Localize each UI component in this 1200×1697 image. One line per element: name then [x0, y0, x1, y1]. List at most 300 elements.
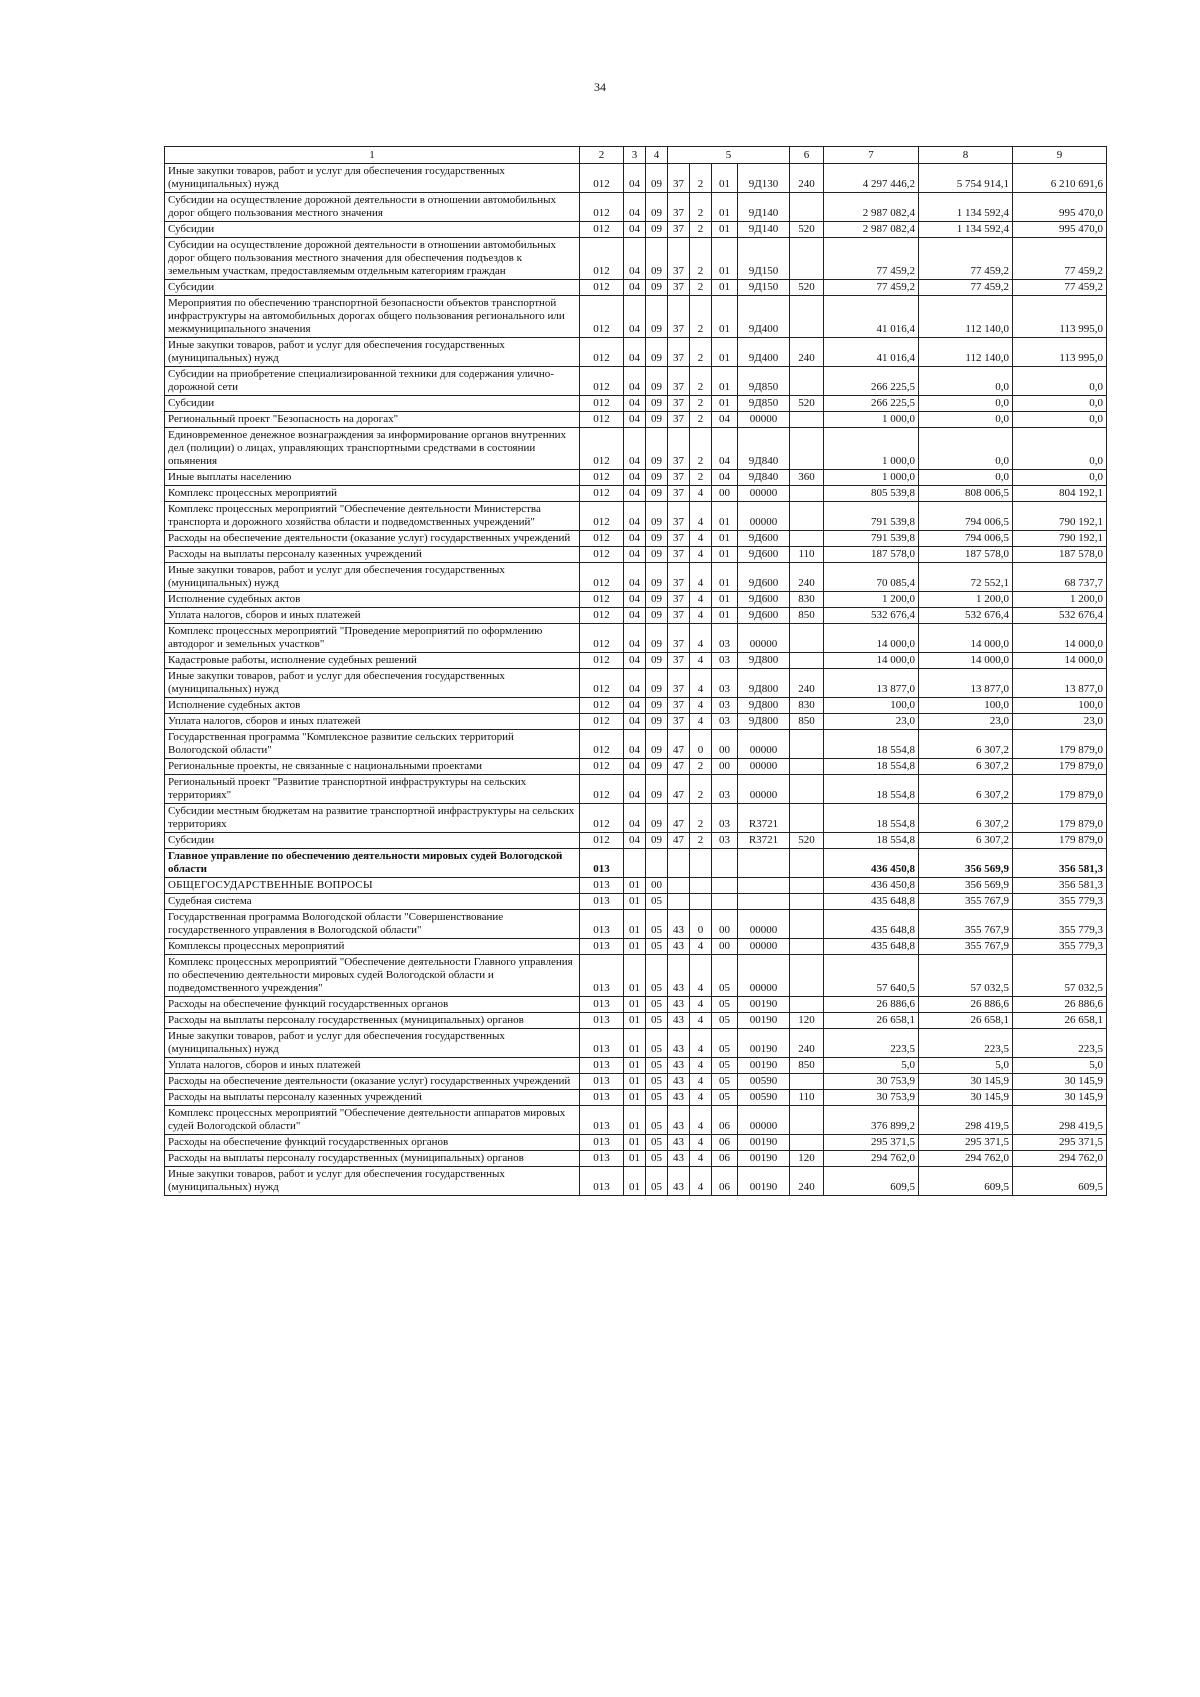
direction-code: 9Д400	[738, 296, 790, 338]
subsection-code: 05	[646, 1058, 668, 1074]
table-row	[165, 939, 1107, 955]
direction-code: 00000	[738, 412, 790, 428]
table-row	[165, 547, 1107, 563]
program-type-code: 0	[690, 910, 712, 939]
row-name: Расходы на выплаты персоналу государственных (муниципальных) органов	[165, 1151, 580, 1167]
program-type-code	[690, 894, 712, 910]
amount-year-2: 794 006,5	[919, 531, 1013, 547]
table-row	[165, 833, 1107, 849]
program-type-code: 2	[690, 428, 712, 470]
section-code: 04	[624, 531, 646, 547]
expense-type-code	[790, 804, 824, 833]
ved-code: 012	[580, 547, 624, 563]
amount-year-2: 72 552,1	[919, 563, 1013, 592]
table-row	[165, 624, 1107, 653]
row-name: Иные выплаты населению	[165, 470, 580, 486]
program-type-code: 4	[690, 502, 712, 531]
section-code: 04	[624, 428, 646, 470]
program-code: 37	[668, 367, 690, 396]
ved-code: 013	[580, 1013, 624, 1029]
ved-code: 012	[580, 608, 624, 624]
amount-year-1: 435 648,8	[824, 939, 919, 955]
subsection-code: 09	[646, 775, 668, 804]
ved-code: 012	[580, 592, 624, 608]
structure-code: 06	[712, 1135, 738, 1151]
amount-year-2: 112 140,0	[919, 338, 1013, 367]
row-name: Государственная программа Вологодской области "Совершенствование государственного управления в Вологодской области"	[165, 910, 580, 939]
ved-code: 012	[580, 470, 624, 486]
amount-year-2: 26 886,6	[919, 997, 1013, 1013]
section-code: 01	[624, 939, 646, 955]
table-row	[165, 1090, 1107, 1106]
program-type-code: 2	[690, 367, 712, 396]
ved-code: 012	[580, 714, 624, 730]
direction-code: 9Д850	[738, 396, 790, 412]
table-row	[165, 412, 1107, 428]
structure-code: 00	[712, 730, 738, 759]
ved-code: 012	[580, 486, 624, 502]
amount-year-3: 113 995,0	[1013, 296, 1107, 338]
expense-type-code: 520	[790, 833, 824, 849]
row-name: Государственная программа "Комплексное развитие сельских территорий Вологодской области"	[165, 730, 580, 759]
subsection-code: 09	[646, 412, 668, 428]
amount-year-3: 0,0	[1013, 396, 1107, 412]
subsection-code: 09	[646, 653, 668, 669]
section-code: 04	[624, 193, 646, 222]
amount-year-2: 77 459,2	[919, 238, 1013, 280]
amount-year-2: 14 000,0	[919, 653, 1013, 669]
expense-type-code	[790, 997, 824, 1013]
amount-year-3: 532 676,4	[1013, 608, 1107, 624]
amount-year-2: 794 006,5	[919, 502, 1013, 531]
amount-year-1: 436 450,8	[824, 878, 919, 894]
row-name: Субсидии на осуществление дорожной деятельности в отношении автомобильных дорог общего пользования местного значения	[165, 193, 580, 222]
amount-year-3: 355 779,3	[1013, 910, 1107, 939]
amount-year-2: 23,0	[919, 714, 1013, 730]
row-name: Уплата налогов, сборов и иных платежей	[165, 1058, 580, 1074]
program-code: 37	[668, 608, 690, 624]
expense-type-code: 520	[790, 280, 824, 296]
amount-year-3: 995 470,0	[1013, 193, 1107, 222]
program-code: 37	[668, 470, 690, 486]
table-row	[165, 428, 1107, 470]
direction-code: R3721	[738, 804, 790, 833]
program-code: 43	[668, 955, 690, 997]
program-code: 37	[668, 624, 690, 653]
structure-code: 03	[712, 775, 738, 804]
table-row	[165, 653, 1107, 669]
subsection-code: 09	[646, 547, 668, 563]
amount-year-3: 223,5	[1013, 1029, 1107, 1058]
row-name: Исполнение судебных актов	[165, 592, 580, 608]
subsection-code: 09	[646, 486, 668, 502]
table-row	[165, 804, 1107, 833]
section-code: 04	[624, 730, 646, 759]
amount-year-1: 2 987 082,4	[824, 193, 919, 222]
expense-type-code	[790, 193, 824, 222]
program-code	[668, 894, 690, 910]
program-type-code: 2	[690, 833, 712, 849]
amount-year-1: 266 225,5	[824, 367, 919, 396]
amount-year-2: 14 000,0	[919, 624, 1013, 653]
amount-year-2: 6 307,2	[919, 730, 1013, 759]
subsection-code: 09	[646, 669, 668, 698]
amount-year-2: 0,0	[919, 428, 1013, 470]
structure-code: 03	[712, 698, 738, 714]
direction-code	[738, 878, 790, 894]
amount-year-2: 0,0	[919, 412, 1013, 428]
row-name: Региональный проект "Безопасность на дорогах"	[165, 412, 580, 428]
section-code: 04	[624, 563, 646, 592]
subsection-code: 09	[646, 193, 668, 222]
table-row	[165, 1151, 1107, 1167]
structure-code: 03	[712, 669, 738, 698]
table-row	[165, 910, 1107, 939]
program-type-code: 2	[690, 164, 712, 193]
program-type-code: 4	[690, 714, 712, 730]
expense-type-code	[790, 367, 824, 396]
amount-year-2: 30 145,9	[919, 1090, 1013, 1106]
row-name: Субсидии местным бюджетам на развитие транспортной инфраструктуры на сельских территориях	[165, 804, 580, 833]
subsection-code: 09	[646, 624, 668, 653]
structure-code: 03	[712, 653, 738, 669]
structure-code: 01	[712, 238, 738, 280]
subsection-code: 09	[646, 608, 668, 624]
direction-code: 9Д800	[738, 669, 790, 698]
program-type-code: 4	[690, 1135, 712, 1151]
ved-code: 012	[580, 730, 624, 759]
direction-code: 9Д800	[738, 714, 790, 730]
amount-year-2: 223,5	[919, 1029, 1013, 1058]
section-code: 01	[624, 878, 646, 894]
amount-year-2: 355 767,9	[919, 939, 1013, 955]
row-name: Мероприятия по обеспечению транспортной безопасности объектов транспортной инфраструктуры на автомобильных дорогах общего пользования регионального или межмуниципального значения	[165, 296, 580, 338]
amount-year-2: 1 134 592,4	[919, 222, 1013, 238]
amount-year-2: 294 762,0	[919, 1151, 1013, 1167]
amount-year-1: 435 648,8	[824, 910, 919, 939]
expense-type-code	[790, 759, 824, 775]
amount-year-3: 57 032,5	[1013, 955, 1107, 997]
row-name: Иные закупки товаров, работ и услуг для обеспечения государственных (муниципальных) нужд	[165, 338, 580, 367]
expense-type-code: 110	[790, 1090, 824, 1106]
structure-code: 00	[712, 939, 738, 955]
section-code: 04	[624, 470, 646, 486]
table-row	[165, 1106, 1107, 1135]
section-code: 01	[624, 1135, 646, 1151]
amount-year-3: 100,0	[1013, 698, 1107, 714]
subsection-code: 09	[646, 592, 668, 608]
column-number: 1	[165, 147, 580, 164]
ved-code: 012	[580, 775, 624, 804]
subsection-code: 05	[646, 1074, 668, 1090]
direction-code: 9Д600	[738, 608, 790, 624]
program-code: 43	[668, 1013, 690, 1029]
section-code: 04	[624, 280, 646, 296]
program-type-code: 2	[690, 222, 712, 238]
direction-code: 9Д800	[738, 698, 790, 714]
program-type-code: 2	[690, 470, 712, 486]
amount-year-1: 791 539,8	[824, 502, 919, 531]
program-type-code: 4	[690, 624, 712, 653]
expense-type-code	[790, 775, 824, 804]
table-row	[165, 997, 1107, 1013]
table-row	[165, 280, 1107, 296]
expense-type-code	[790, 1074, 824, 1090]
subsection-code: 09	[646, 280, 668, 296]
amount-year-2: 355 767,9	[919, 910, 1013, 939]
section-code: 01	[624, 955, 646, 997]
row-name: Единовременное денежное вознаграждения за информирование органов внутренних дел (полиции) о лицах, управляющих транспортными средствами в состоянии опьянения	[165, 428, 580, 470]
table-row	[165, 698, 1107, 714]
row-name: Расходы на выплаты персоналу казенных учреждений	[165, 547, 580, 563]
table-row	[165, 470, 1107, 486]
program-type-code: 4	[690, 592, 712, 608]
amount-year-1: 41 016,4	[824, 338, 919, 367]
table-row	[165, 669, 1107, 698]
amount-year-1: 26 886,6	[824, 997, 919, 1013]
amount-year-3: 30 145,9	[1013, 1074, 1107, 1090]
direction-code: 00590	[738, 1090, 790, 1106]
direction-code: 9Д600	[738, 563, 790, 592]
structure-code: 03	[712, 624, 738, 653]
section-code: 01	[624, 1013, 646, 1029]
column-number: 9	[1013, 147, 1107, 164]
ved-code: 012	[580, 759, 624, 775]
expense-type-code: 360	[790, 470, 824, 486]
program-code: 47	[668, 730, 690, 759]
section-code: 04	[624, 222, 646, 238]
amount-year-3: 14 000,0	[1013, 624, 1107, 653]
budget-table	[164, 146, 1107, 1196]
section-code: 04	[624, 669, 646, 698]
expense-type-code: 240	[790, 1029, 824, 1058]
ved-code: 013	[580, 1090, 624, 1106]
amount-year-3: 179 879,0	[1013, 804, 1107, 833]
program-code: 43	[668, 1151, 690, 1167]
amount-year-1: 18 554,8	[824, 833, 919, 849]
structure-code: 01	[712, 502, 738, 531]
expense-type-code	[790, 653, 824, 669]
row-name: Субсидии на осуществление дорожной деятельности в отношении автомобильных дорог общего пользования местного значения для обеспечения подъездов к земельным участкам, предоставляемым отдельным категориям граждан	[165, 238, 580, 280]
direction-code: 9Д600	[738, 531, 790, 547]
table-row	[165, 775, 1107, 804]
column-number: 2	[580, 147, 624, 164]
row-name: Субсидии	[165, 833, 580, 849]
expense-type-code: 110	[790, 547, 824, 563]
program-type-code: 4	[690, 486, 712, 502]
amount-year-1: 2 987 082,4	[824, 222, 919, 238]
structure-code: 01	[712, 396, 738, 412]
amount-year-2: 355 767,9	[919, 894, 1013, 910]
expense-type-code	[790, 428, 824, 470]
table-row	[165, 592, 1107, 608]
program-code: 47	[668, 759, 690, 775]
program-type-code: 4	[690, 1058, 712, 1074]
amount-year-1: 223,5	[824, 1029, 919, 1058]
expense-type-code	[790, 939, 824, 955]
program-type-code: 2	[690, 396, 712, 412]
ved-code: 012	[580, 653, 624, 669]
table-row	[165, 1167, 1107, 1196]
row-name: Расходы на обеспечение функций государственных органов	[165, 1135, 580, 1151]
program-code: 43	[668, 1090, 690, 1106]
section-code	[624, 849, 646, 878]
program-code	[668, 849, 690, 878]
expense-type-code	[790, 296, 824, 338]
amount-year-1: 435 648,8	[824, 894, 919, 910]
program-code: 37	[668, 669, 690, 698]
expense-type-code: 120	[790, 1151, 824, 1167]
direction-code: 00000	[738, 624, 790, 653]
expense-type-code	[790, 878, 824, 894]
subsection-code: 05	[646, 1135, 668, 1151]
amount-year-3: 294 762,0	[1013, 1151, 1107, 1167]
direction-code: 00190	[738, 1151, 790, 1167]
subsection-code: 00	[646, 878, 668, 894]
table-row	[165, 1135, 1107, 1151]
ved-code: 013	[580, 1135, 624, 1151]
amount-year-2: 356 569,9	[919, 878, 1013, 894]
structure-code: 03	[712, 833, 738, 849]
direction-code: 00000	[738, 955, 790, 997]
amount-year-1: 5,0	[824, 1058, 919, 1074]
ved-code: 013	[580, 1151, 624, 1167]
expense-type-code	[790, 730, 824, 759]
ved-code: 013	[580, 910, 624, 939]
row-name: Комплекс процессных мероприятий "Проведение мероприятий по оформлению автодорог и земельных участков"	[165, 624, 580, 653]
direction-code: 00190	[738, 1029, 790, 1058]
program-code: 43	[668, 939, 690, 955]
program-type-code: 4	[690, 1029, 712, 1058]
amount-year-3: 355 779,3	[1013, 939, 1107, 955]
program-code: 37	[668, 714, 690, 730]
ved-code: 013	[580, 849, 624, 878]
amount-year-1: 41 016,4	[824, 296, 919, 338]
table-row	[165, 222, 1107, 238]
structure-code: 06	[712, 1151, 738, 1167]
structure-code: 05	[712, 1074, 738, 1090]
structure-code: 05	[712, 1058, 738, 1074]
amount-year-1: 26 658,1	[824, 1013, 919, 1029]
program-type-code: 4	[690, 1106, 712, 1135]
section-code: 04	[624, 608, 646, 624]
subsection-code: 05	[646, 997, 668, 1013]
amount-year-3: 30 145,9	[1013, 1090, 1107, 1106]
ved-code: 013	[580, 939, 624, 955]
amount-year-1: 70 085,4	[824, 563, 919, 592]
structure-code: 01	[712, 193, 738, 222]
subsection-code: 09	[646, 833, 668, 849]
table-row	[165, 296, 1107, 338]
row-name: Расходы на обеспечение функций государственных органов	[165, 997, 580, 1013]
expense-type-code: 240	[790, 164, 824, 193]
expense-type-code: 240	[790, 1167, 824, 1196]
ved-code: 012	[580, 563, 624, 592]
direction-code: 00000	[738, 910, 790, 939]
expense-type-code: 520	[790, 396, 824, 412]
program-code: 37	[668, 563, 690, 592]
table-row	[165, 878, 1107, 894]
amount-year-3: 355 779,3	[1013, 894, 1107, 910]
amount-year-2: 0,0	[919, 367, 1013, 396]
amount-year-3: 68 737,7	[1013, 563, 1107, 592]
subsection-code: 05	[646, 1090, 668, 1106]
ved-code: 012	[580, 698, 624, 714]
ved-code: 013	[580, 878, 624, 894]
row-name: Региональный проект "Развитие транспортной инфраструктуры на сельских территориях"	[165, 775, 580, 804]
amount-year-2: 295 371,5	[919, 1135, 1013, 1151]
expense-type-code	[790, 238, 824, 280]
structure-code: 01	[712, 367, 738, 396]
ved-code: 013	[580, 1106, 624, 1135]
amount-year-3: 23,0	[1013, 714, 1107, 730]
table-row	[165, 563, 1107, 592]
amount-year-2: 1 200,0	[919, 592, 1013, 608]
expense-type-code: 240	[790, 669, 824, 698]
program-type-code	[690, 878, 712, 894]
subsection-code: 09	[646, 759, 668, 775]
ved-code: 013	[580, 955, 624, 997]
amount-year-1: 14 000,0	[824, 624, 919, 653]
amount-year-1: 23,0	[824, 714, 919, 730]
table-row	[165, 955, 1107, 997]
subsection-code: 05	[646, 939, 668, 955]
section-code: 04	[624, 624, 646, 653]
program-type-code: 2	[690, 280, 712, 296]
amount-year-3: 804 192,1	[1013, 486, 1107, 502]
column-number: 6	[790, 147, 824, 164]
row-name: Уплата налогов, сборов и иных платежей	[165, 714, 580, 730]
amount-year-3: 0,0	[1013, 470, 1107, 486]
amount-year-1: 295 371,5	[824, 1135, 919, 1151]
expense-type-code: 850	[790, 608, 824, 624]
direction-code: 00190	[738, 1013, 790, 1029]
subsection-code: 05	[646, 1013, 668, 1029]
subsection-code: 09	[646, 470, 668, 486]
program-code: 37	[668, 547, 690, 563]
program-code: 43	[668, 1135, 690, 1151]
direction-code: 9Д140	[738, 222, 790, 238]
amount-year-3: 26 658,1	[1013, 1013, 1107, 1029]
direction-code	[738, 894, 790, 910]
program-code	[668, 878, 690, 894]
program-type-code: 4	[690, 939, 712, 955]
direction-code: 00190	[738, 1135, 790, 1151]
program-code: 43	[668, 997, 690, 1013]
structure-code: 04	[712, 470, 738, 486]
ved-code: 012	[580, 804, 624, 833]
table-row	[165, 759, 1107, 775]
program-type-code: 2	[690, 193, 712, 222]
direction-code: 9Д800	[738, 653, 790, 669]
subsection-code: 05	[646, 1151, 668, 1167]
structure-code: 05	[712, 997, 738, 1013]
row-name: Уплата налогов, сборов и иных платежей	[165, 608, 580, 624]
program-type-code: 4	[690, 955, 712, 997]
amount-year-1: 805 539,8	[824, 486, 919, 502]
program-code: 43	[668, 1167, 690, 1196]
amount-year-1: 57 640,5	[824, 955, 919, 997]
ved-code: 013	[580, 1167, 624, 1196]
amount-year-1: 294 762,0	[824, 1151, 919, 1167]
ved-code: 012	[580, 412, 624, 428]
program-code: 37	[668, 164, 690, 193]
amount-year-2: 609,5	[919, 1167, 1013, 1196]
program-code: 43	[668, 1106, 690, 1135]
column-number: 8	[919, 147, 1013, 164]
subsection-code: 09	[646, 714, 668, 730]
ved-code: 013	[580, 997, 624, 1013]
